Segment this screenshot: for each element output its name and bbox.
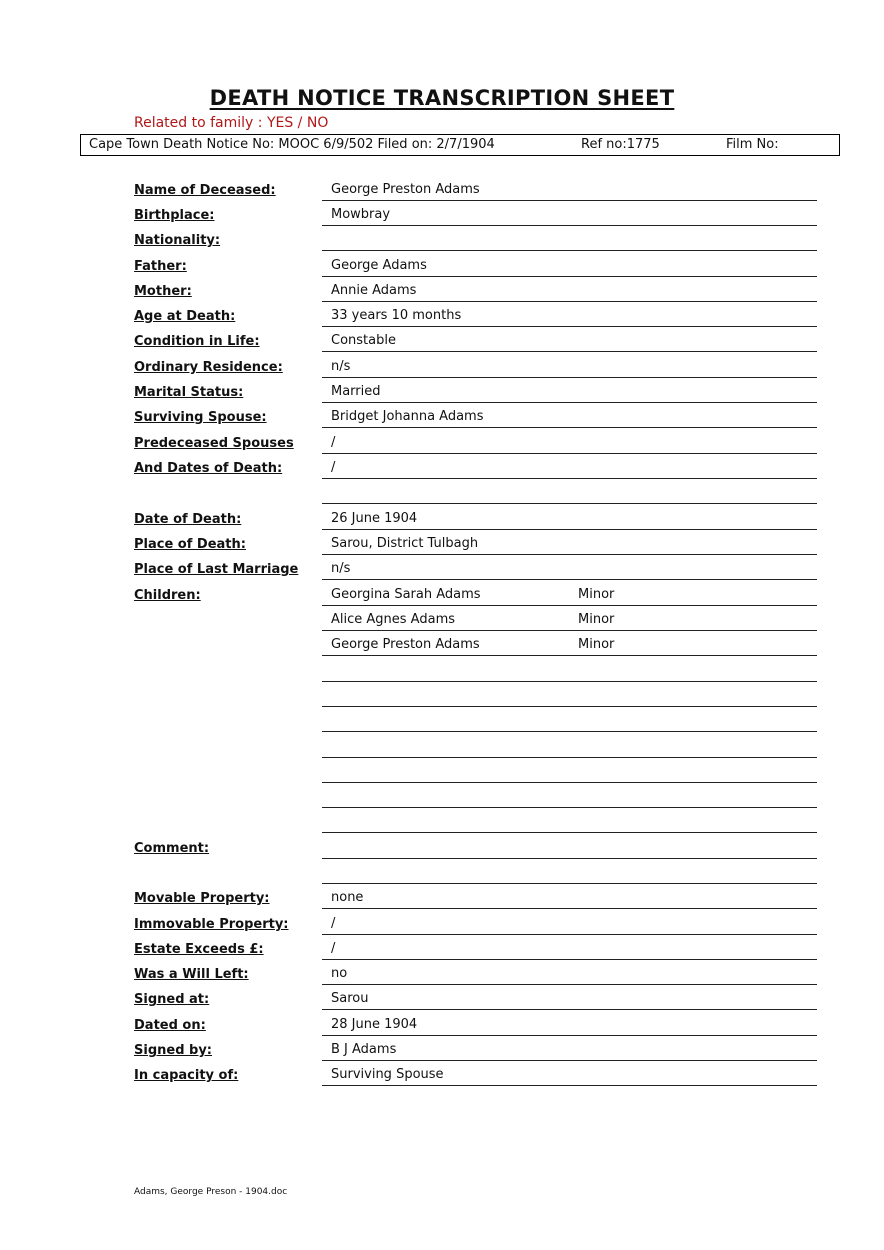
field-value: Annie Adams [331, 283, 417, 298]
field-label: Was a Will Left: [134, 967, 249, 982]
field-value: George Preston Adams [331, 182, 480, 197]
underline [322, 503, 817, 504]
underline [322, 402, 817, 403]
child-name: Alice Agnes Adams [331, 612, 456, 627]
field-place-of-death [0, 534, 884, 559]
field-movable-property [0, 888, 884, 913]
field-label: Dated on: [134, 1018, 206, 1033]
child-status: Minor [578, 637, 615, 652]
underline [322, 1085, 817, 1086]
field-surviving-spouse [0, 407, 884, 432]
ref-number: Ref no:1775 [581, 137, 660, 152]
field-dated-on [0, 1015, 884, 1040]
field-value: George Adams [331, 258, 427, 273]
field-estate-exceeds [0, 939, 884, 964]
file-name-footer: Adams, George Preson - 1904.doc [134, 1187, 288, 1197]
field-date-of-death [0, 509, 884, 534]
underline [322, 605, 817, 606]
field-value: Sarou [331, 991, 369, 1006]
field-marital-status [0, 382, 884, 407]
blank-line [0, 737, 884, 762]
underline [322, 908, 817, 909]
field-label: Marital Status: [134, 385, 244, 400]
field-capacity [0, 1065, 884, 1090]
field-value: Mowbray [331, 207, 391, 222]
field-value: Sarou, District Tulbagh [331, 536, 479, 551]
underline [322, 301, 817, 302]
field-nationality [0, 230, 884, 255]
field-signed-by [0, 1040, 884, 1065]
underline [322, 427, 817, 428]
field-label: Condition in Life: [134, 334, 260, 349]
field-ordinary-residence [0, 357, 884, 382]
field-signed-at [0, 989, 884, 1014]
underline [322, 225, 817, 226]
underline [322, 757, 817, 758]
underline [322, 554, 817, 555]
child-status: Minor [578, 587, 615, 602]
field-value: Surviving Spouse [331, 1067, 444, 1082]
field-label: Nationality: [134, 233, 221, 248]
field-value: / [331, 941, 336, 956]
field-value: none [331, 890, 364, 905]
field-value: Married [331, 384, 381, 399]
underline [322, 1035, 817, 1036]
field-label: Place of Last Marriage [134, 562, 299, 577]
field-value: Constable [331, 333, 396, 348]
underline [322, 706, 817, 707]
underline [322, 681, 817, 682]
underline [322, 250, 817, 251]
field-value: 26 June 1904 [331, 511, 418, 526]
field-value: no [331, 966, 348, 981]
field-label: Signed at: [134, 992, 210, 1007]
underline [322, 731, 817, 732]
related-to-family: Related to family : YES / NO [134, 115, 329, 131]
underline [322, 807, 817, 808]
notice-number: Cape Town Death Notice No: MOOC 6/9/502 Filed on: 2/7/1904 [89, 137, 495, 152]
underline [322, 1060, 817, 1061]
field-label: Father: [134, 259, 187, 274]
field-children [0, 585, 884, 610]
field-value: / [331, 435, 336, 450]
underline [322, 630, 817, 631]
child-row [0, 610, 884, 635]
film-number: Film No: [726, 137, 779, 152]
field-label: Immovable Property: [134, 917, 289, 932]
field-comment [0, 838, 884, 863]
field-label: Predeceased Spouses [134, 436, 294, 451]
field-value: B J Adams [331, 1042, 397, 1057]
blank-line [0, 711, 884, 736]
underline [322, 276, 817, 277]
blank-line [0, 787, 884, 812]
field-label: Movable Property: [134, 891, 270, 906]
field-label: Birthplace: [134, 208, 215, 223]
underline [322, 1009, 817, 1010]
page-title: DEATH NOTICE TRANSCRIPTION SHEET [209, 86, 675, 110]
field-label: In capacity of: [134, 1068, 239, 1083]
blank-line [0, 483, 884, 508]
blank-line [0, 686, 884, 711]
field-label: Ordinary Residence: [134, 360, 283, 375]
field-label: Place of Death: [134, 537, 246, 552]
field-label: Children: [134, 588, 201, 603]
underline [322, 883, 817, 884]
underline [322, 959, 817, 960]
child-name: George Preston Adams [331, 637, 480, 652]
field-label: Surviving Spouse: [134, 410, 267, 425]
underline [322, 984, 817, 985]
field-will-left [0, 964, 884, 989]
field-name-of-deceased [0, 180, 884, 205]
field-value: n/s [331, 561, 351, 576]
field-label: Name of Deceased: [134, 183, 276, 198]
field-predeceased-spouses [0, 433, 884, 458]
underline [322, 200, 817, 201]
field-condition-in-life [0, 331, 884, 356]
field-value: Bridget Johanna Adams [331, 409, 484, 424]
field-label: Age at Death: [134, 309, 236, 324]
field-immovable-property [0, 914, 884, 939]
child-status: Minor [578, 612, 615, 627]
underline [322, 858, 817, 859]
child-row [0, 635, 884, 660]
underline [322, 655, 817, 656]
field-value: / [331, 916, 336, 931]
field-label: Estate Exceeds £: [134, 942, 264, 957]
underline [322, 832, 817, 833]
underline [322, 579, 817, 580]
field-birthplace [0, 205, 884, 230]
field-label: And Dates of Death: [134, 461, 283, 476]
underline [322, 351, 817, 352]
field-label: Comment: [134, 841, 210, 856]
underline [322, 326, 817, 327]
underline [322, 782, 817, 783]
field-value: / [331, 460, 336, 475]
blank-line [0, 863, 884, 888]
field-dates-of-death [0, 458, 884, 483]
blank-line [0, 812, 884, 837]
field-value: 28 June 1904 [331, 1017, 418, 1032]
child-name: Georgina Sarah Adams [331, 587, 481, 602]
underline [322, 478, 817, 479]
reference-box [80, 134, 840, 156]
underline [322, 377, 817, 378]
blank-line [0, 661, 884, 686]
underline [322, 934, 817, 935]
blank-line [0, 762, 884, 787]
field-label: Signed by: [134, 1043, 213, 1058]
field-age-at-death [0, 306, 884, 331]
field-mother [0, 281, 884, 306]
field-label: Date of Death: [134, 512, 242, 527]
field-place-of-last-marriage [0, 559, 884, 584]
field-father [0, 256, 884, 281]
field-value: 33 years 10 months [331, 308, 462, 323]
underline [322, 453, 817, 454]
field-label: Mother: [134, 284, 192, 299]
field-value: n/s [331, 359, 351, 374]
underline [322, 529, 817, 530]
